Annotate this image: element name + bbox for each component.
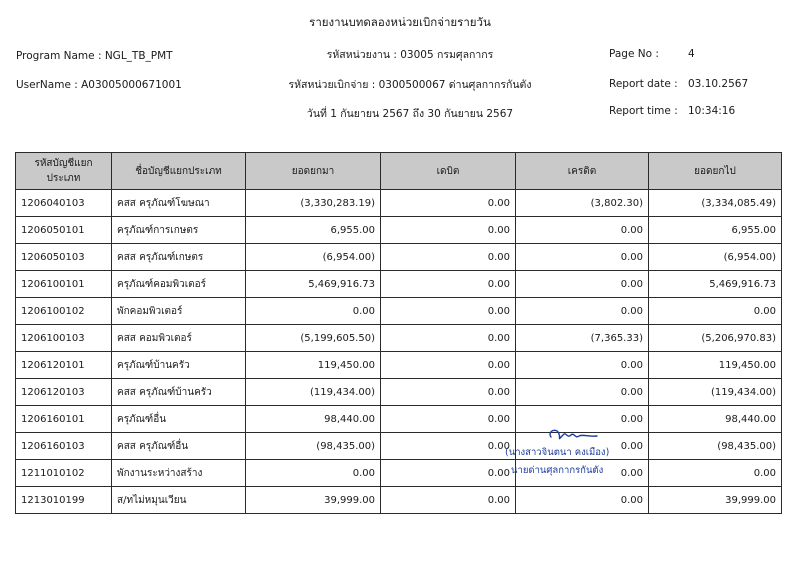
table-row [16,217,782,244]
opening-balance: 98,440.00 [246,406,381,433]
credit: 0.00 [516,217,649,244]
column-header-account-code: รหัสบัญชีแยกประเภท [16,153,112,190]
program-name: Program Name : NGL_TB_PMT [16,50,173,62]
account-name: ครุภัณฑ์การเกษตร [112,217,246,244]
account-name: คสส ครุภัณฑ์โฆษณา [112,190,246,217]
closing-balance: 98,440.00 [649,406,782,433]
report-period: วันที่ 1 กันยายน 2567 ถึง 30 กันยายน 2567 [306,108,514,120]
credit: (7,365.33) [516,325,649,352]
opening-balance: (6,954.00) [246,244,381,271]
debit: 0.00 [381,487,516,514]
opening-balance: 119,450.00 [246,352,381,379]
credit: 0.00 [516,487,649,514]
account-code: 1206160103 [16,433,112,460]
signatory-name: (นางสาวจินตนา คงเมือง) [505,447,610,458]
disbursing-unit: รหัสหน่วยเบิกจ่าย : 0300500067 ด่านศุลกากรกันตัง [288,79,532,91]
closing-balance: 5,469,916.73 [649,271,782,298]
debit: 0.00 [381,244,516,271]
account-name: คสส คอมพิวเตอร์ [112,325,246,352]
account-code: 1206160101 [16,406,112,433]
table-row [16,244,782,271]
credit: 0.00 [516,460,649,487]
account-code: 1211010102 [16,460,112,487]
opening-balance: (3,330,283.19) [246,190,381,217]
account-name: คสส ครุภัณฑ์เกษตร [112,244,246,271]
closing-balance: (119,434.00) [649,379,782,406]
closing-balance: (98,435.00) [649,433,782,460]
column-header-credit: เครดิต [516,153,649,190]
report-time-label: Report time : [609,105,678,117]
account-code: 1213010199 [16,487,112,514]
debit: 0.00 [381,190,516,217]
account-code: 1206100102 [16,298,112,325]
account-name: คสส ครุภัณฑ์อื่น [112,433,246,460]
signatory-position: นายด่านศุลกากรกันตัง [511,465,604,476]
account-code: 1206050103 [16,244,112,271]
debit: 0.00 [381,379,516,406]
account-name: ครุภัณฑ์อื่น [112,406,246,433]
table-row [16,325,782,352]
table-row [16,433,782,460]
opening-balance: (119,434.00) [246,379,381,406]
debit: 0.00 [381,460,516,487]
report-title: รายงานบทดลองหน่วยเบิกจ่ายรายวัน [309,15,491,29]
report-date-value: 03.10.2567 [688,78,749,90]
credit: 0.00 [516,406,649,433]
signature-scribble-icon [545,425,605,445]
opening-balance: 5,469,916.73 [246,271,381,298]
account-code: 1206040103 [16,190,112,217]
opening-balance: (5,199,605.50) [246,325,381,352]
table-row [16,379,782,406]
opening-balance: 6,955.00 [246,217,381,244]
account-code: 1206100101 [16,271,112,298]
account-code: 1206120103 [16,379,112,406]
closing-balance: 0.00 [649,298,782,325]
column-header-account-name: ชื่อบัญชีแยกประเภท [112,153,246,190]
account-code: 1206100103 [16,325,112,352]
trial-balance-table [15,152,782,514]
account-name: ครุภัณฑ์บ้านครัว [112,352,246,379]
opening-balance: 0.00 [246,298,381,325]
closing-balance: 6,955.00 [649,217,782,244]
closing-balance: 39,999.00 [649,487,782,514]
debit: 0.00 [381,217,516,244]
table-row [16,460,782,487]
agency-code: รหัสหน่วยงาน : 03005 กรมศุลกากร [326,49,494,61]
credit: 0.00 [516,271,649,298]
table-row [16,271,782,298]
credit: (3,802.30) [516,190,649,217]
report-date-label: Report date : [609,78,678,90]
report-time-value: 10:34:16 [688,105,736,117]
credit: 0.00 [516,379,649,406]
credit: 0.00 [516,298,649,325]
credit: 0.00 [516,244,649,271]
table-row [16,190,782,217]
debit: 0.00 [381,271,516,298]
closing-balance: (5,206,970.83) [649,325,782,352]
account-name: คสส ครุภัณฑ์บ้านครัว [112,379,246,406]
column-header-closing-balance: ยอดยกไป [649,153,782,190]
debit: 0.00 [381,433,516,460]
account-name: ครุภัณฑ์คอมพิวเตอร์ [112,271,246,298]
account-name: พักงานระหว่างสร้าง [112,460,246,487]
closing-balance: (6,954.00) [649,244,782,271]
table-row [16,406,782,433]
closing-balance: 119,450.00 [649,352,782,379]
account-code: 1206120101 [16,352,112,379]
table-header-row [16,153,782,190]
credit: 0.00 [516,433,649,460]
debit: 0.00 [381,352,516,379]
table-row [16,298,782,325]
debit: 0.00 [381,325,516,352]
table-row [16,352,782,379]
closing-balance: 0.00 [649,460,782,487]
page-number-value: 4 [688,48,695,60]
signature-stamp [505,425,645,483]
credit: 0.00 [516,352,649,379]
table-row [16,487,782,514]
opening-balance: (98,435.00) [246,433,381,460]
account-code: 1206050101 [16,217,112,244]
opening-balance: 0.00 [246,460,381,487]
closing-balance: (3,334,085.49) [649,190,782,217]
account-name: ส/ทไม่หมุนเวียน [112,487,246,514]
page-number-label: Page No : [609,48,659,60]
username: UserName : A03005000671001 [16,79,182,91]
column-header-debit: เดบิต [381,153,516,190]
debit: 0.00 [381,298,516,325]
account-name: พักคอมพิวเตอร์ [112,298,246,325]
opening-balance: 39,999.00 [246,487,381,514]
column-header-opening-balance: ยอดยกมา [246,153,381,190]
debit: 0.00 [381,406,516,433]
